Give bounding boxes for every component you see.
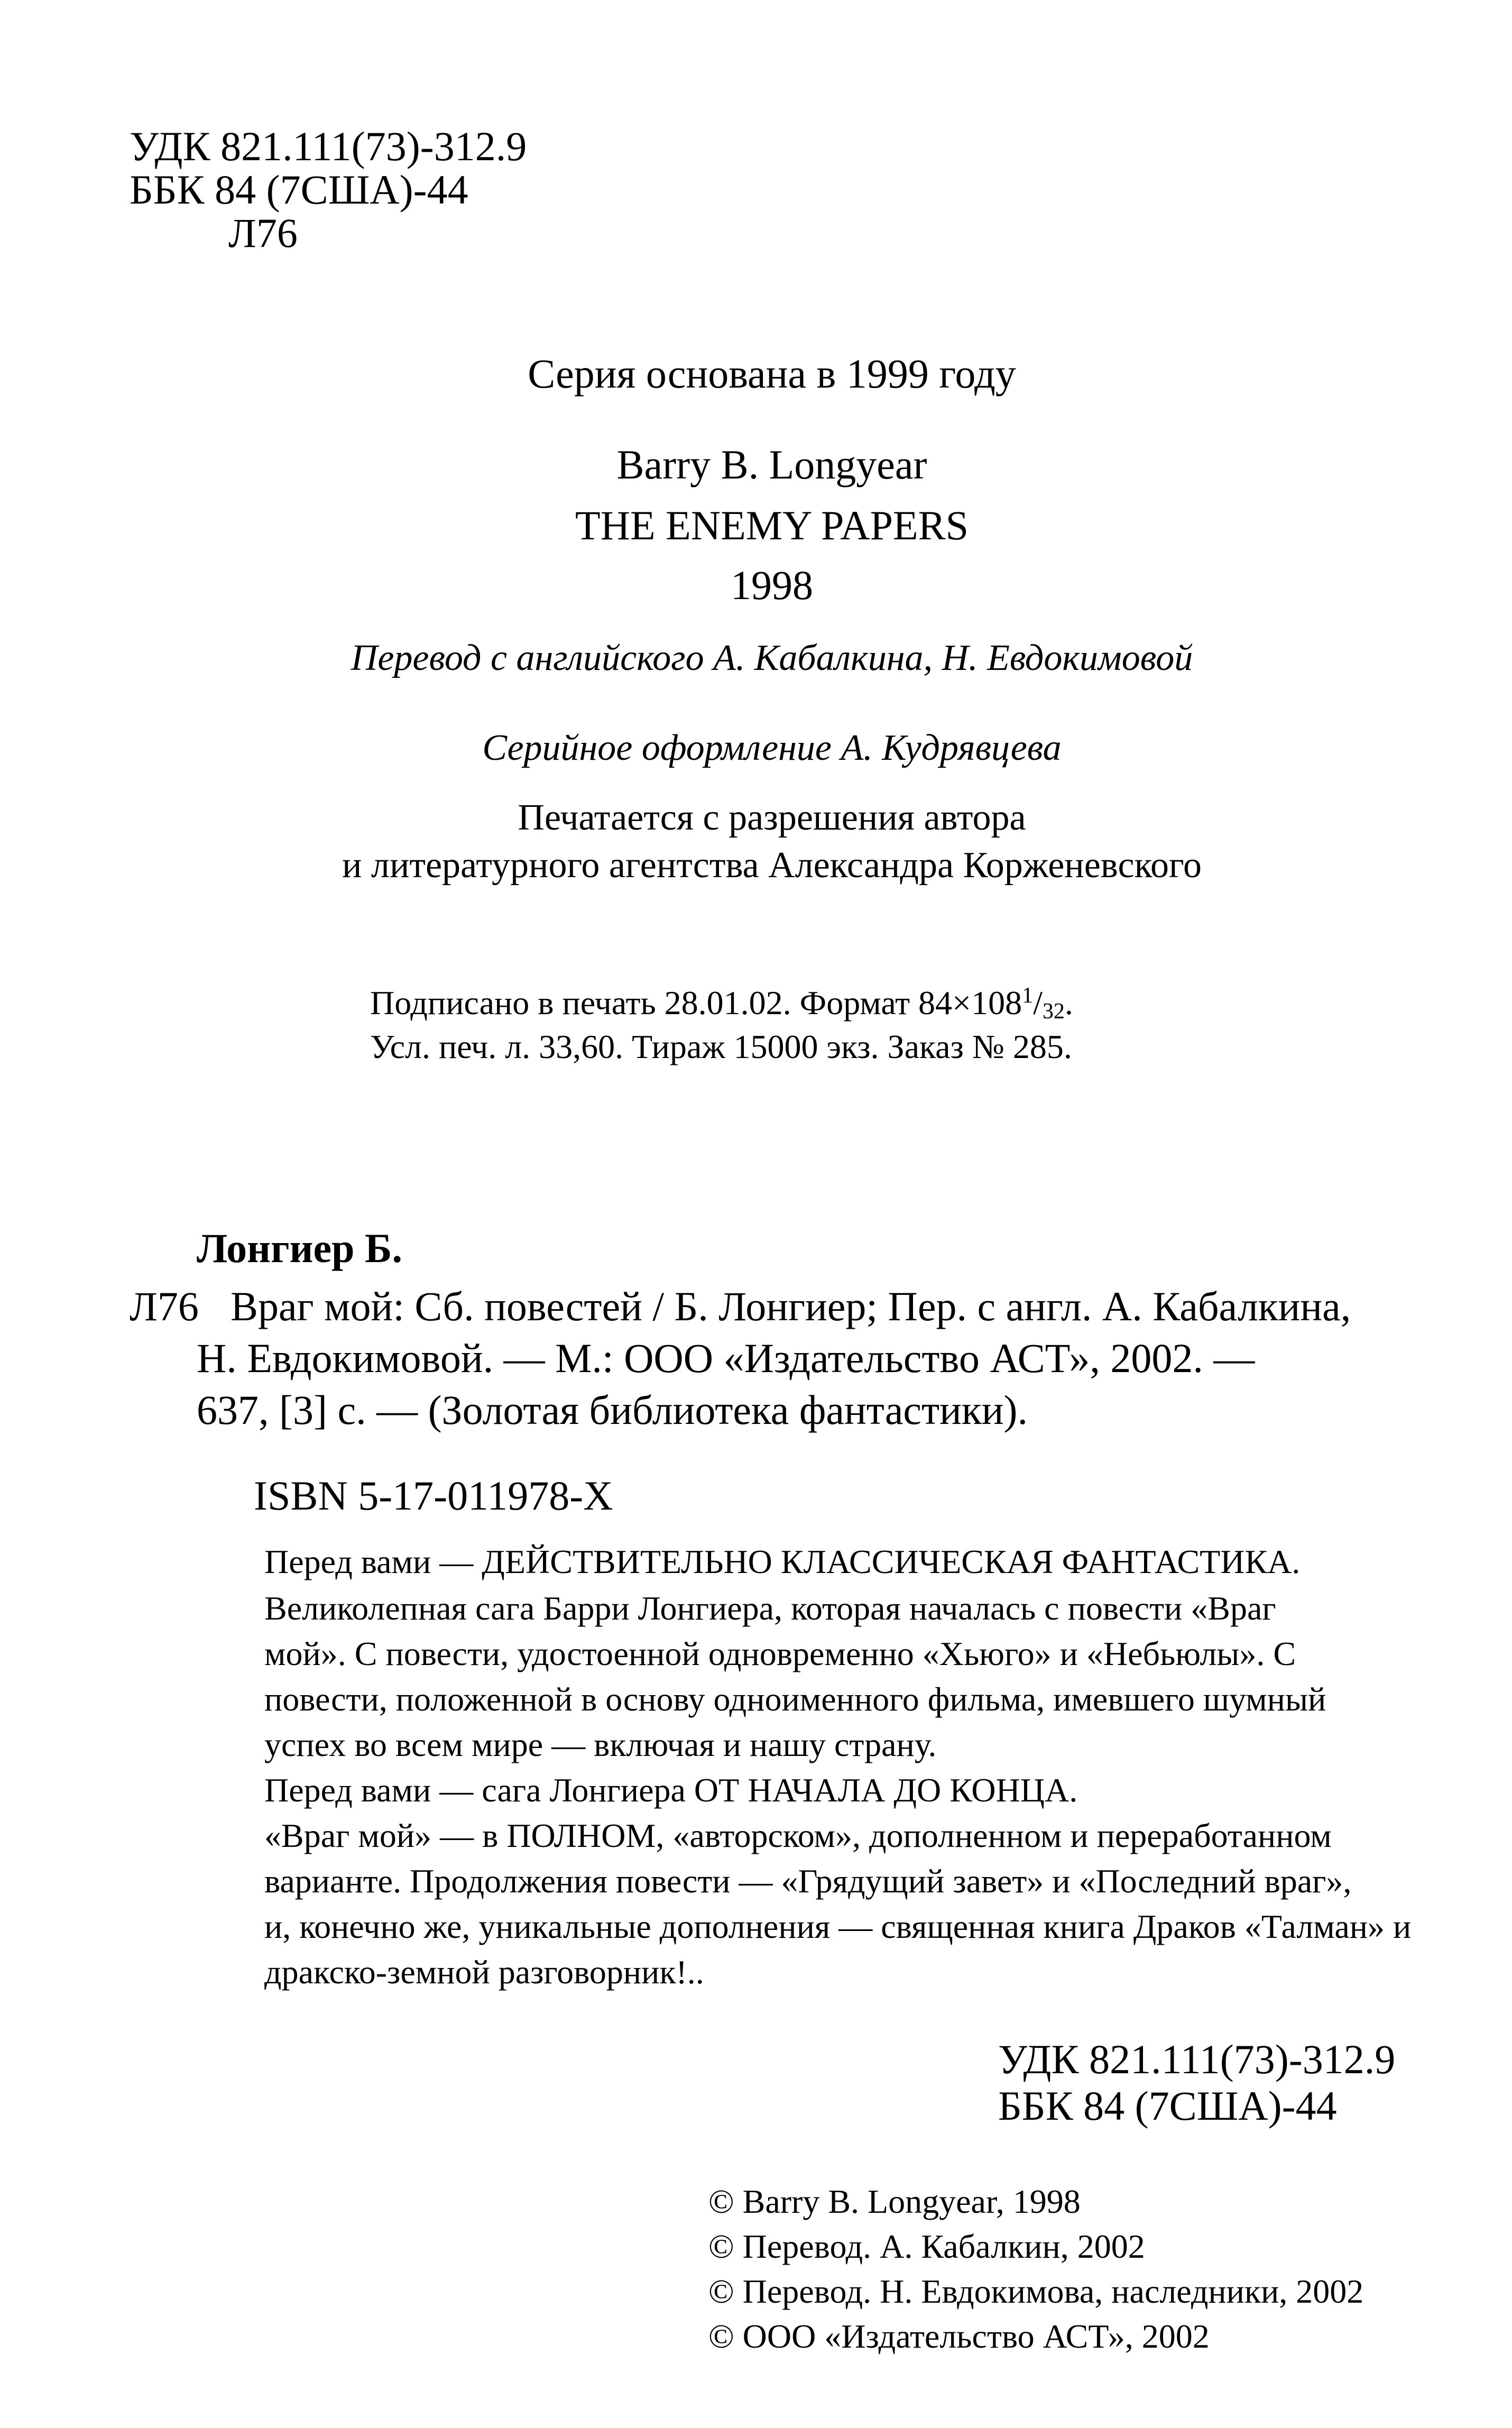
series-founded-line: Серия основана в 1999 году	[528, 351, 1016, 397]
annotation-line: и, конечно же, уникальные дополнения — священная книга Драков «Талман» и	[264, 1908, 1412, 1945]
bbk-code-bottom: ББК 84 (7США)-44	[998, 2083, 1337, 2129]
copyright-line: © ООО «Издательство АСТ», 2002	[708, 2317, 1210, 2355]
annotation-line: варианте. Продолжения повести — «Грядущий завет» и «Последний враг»,	[264, 1862, 1352, 1900]
annotation-line: дракско-земной разговорник!..	[264, 1953, 704, 1991]
author-mark-top: Л76	[228, 210, 298, 256]
original-title: THE ENEMY PAPERS	[575, 502, 969, 548]
annotation-line: мой». С повести, удостоенной одновременно «Хьюго» и «Небьюлы». С	[264, 1635, 1296, 1672]
udk-code-bottom: УДК 821.111(73)-312.9	[998, 2036, 1396, 2082]
series-design-credit: Серийное оформление А. Кудрявцева	[482, 728, 1062, 768]
annotation-line: Великолепная сага Барри Лонгиера, которая началась с повести «Враг	[264, 1589, 1276, 1627]
format-fraction-numerator: 1	[1022, 983, 1034, 1008]
bibliographic-line-2: Н. Евдокимовой. — М.: ООО «Издательство АСТ», 2002. —	[197, 1335, 1255, 1381]
original-year: 1998	[731, 562, 813, 608]
annotation-line: «Враг мой» — в ПОЛНОМ, «авторском», дополненном и переработанном	[264, 1817, 1332, 1854]
copyright-line: © Перевод. А. Кабалкин, 2002	[708, 2228, 1145, 2265]
printing-details-line-1	[370, 985, 1073, 1023]
format-fraction-separator: /	[1033, 984, 1043, 1022]
copyright-line: © Перевод. Н. Евдокимова, наследники, 2002	[708, 2273, 1364, 2310]
translation-credit: Перевод с английского А. Кабалкина, Н. Евдокимовой	[351, 638, 1193, 678]
annotation-line: успех во всем мире — включая и нашу страну.	[264, 1726, 937, 1763]
annotation-line: Перед вами — сага Лонгиера ОТ НАЧАЛА ДО КОНЦА.	[264, 1771, 1078, 1809]
copyright-line: © Barry B. Longyear, 1998	[708, 2183, 1081, 2220]
original-author: Barry B. Longyear	[616, 442, 927, 488]
bbk-code-top: ББК 84 (7США)-44	[130, 167, 468, 213]
bibliographic-code: Л76	[130, 1283, 199, 1329]
isbn: ISBN 5-17-011978-X	[254, 1473, 613, 1519]
bibliographic-line-3: 637, [3] с. — (Золотая библиотека фантастики).	[197, 1387, 1028, 1433]
printing-format-text: Подписано в печать 28.01.02. Формат 84×108	[370, 984, 1022, 1022]
printing-details-line-2: Усл. печ. л. 33,60. Тираж 15000 экз. Заказ № 285.	[370, 1028, 1072, 1065]
bibliographic-line-1: Враг мой: Сб. повестей / Б. Лонгиер; Пер. с англ. А. Кабалкина,	[231, 1283, 1351, 1329]
annotation-line: повести, положенной в основу одноименного фильма, имевшего шумный	[264, 1680, 1326, 1718]
permission-line-2: и литературного агентства Александра Корженевского	[342, 845, 1202, 886]
bibliographic-author: Лонгиер Б.	[197, 1225, 403, 1271]
format-fraction-denominator: 32	[1042, 999, 1065, 1024]
printing-line-end: .	[1064, 984, 1073, 1022]
permission-line-1: Печатается с разрешения автора	[518, 797, 1026, 838]
udk-code-top: УДК 821.111(73)-312.9	[130, 123, 527, 169]
annotation-line: Перед вами — ДЕЙСТВИТЕЛЬНО КЛАССИЧЕСКАЯ ФАНТАСТИКА.	[264, 1543, 1301, 1580]
